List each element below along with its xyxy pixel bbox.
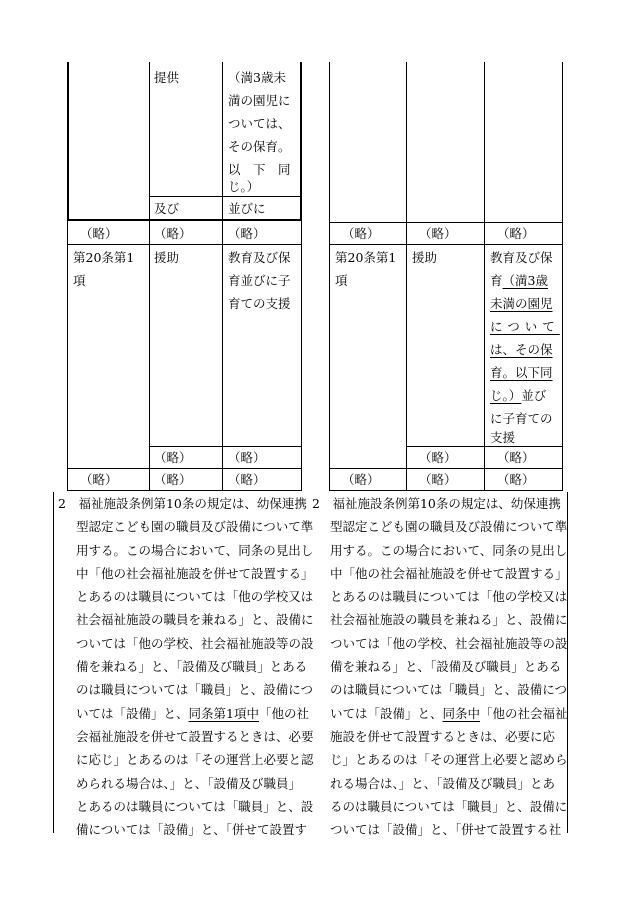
para-line: 2 福祉施設条例第10条の規定は、幼保連携 — [58, 496, 307, 511]
left-ryaku-3a: （略） — [80, 472, 118, 487]
para-segment: 「他の社 — [258, 705, 309, 721]
para-line: 中「他の社会福祉施設を併せて設置する」 — [76, 565, 314, 581]
para-segment: いては「設備」と、 — [76, 705, 189, 721]
cell-segment: 並び — [521, 388, 547, 403]
para-line: のは職員については「職員」と、設備につ — [76, 682, 314, 698]
underlined-text: じ。） — [490, 388, 522, 403]
cell-line: その保育。 — [228, 139, 291, 154]
cell-line-mixed — [490, 384, 546, 408]
para-line: 社会福祉施設の職員を兼ねる」と、設備に — [76, 612, 314, 628]
cell-line: 以 下 同 — [228, 162, 291, 177]
para-line: 会福祉施設を併せて設置するときは、必要 — [76, 728, 314, 744]
cell-line: 教育及び保 — [490, 250, 553, 265]
right-ryaku-3b: （略） — [419, 472, 457, 487]
cell-line: ついては、 — [228, 116, 291, 131]
cell-segment: 育 — [490, 273, 503, 288]
right-ryaku-2b: （略） — [497, 450, 535, 465]
para-line: 用する。この場合において、同条の見出し — [330, 542, 568, 558]
left-ryaku-3c: （略） — [228, 472, 266, 487]
para-line: れる場合は、」と、「設備及び職員」とあ — [330, 775, 556, 791]
left-ryaku-2a: （略） — [154, 450, 192, 465]
cell-line: 満の園児に — [228, 93, 291, 108]
left-art20-line1: 第20条第1 — [73, 250, 135, 265]
para-line: ついては「他の学校、社会福祉施設等の設 — [330, 635, 568, 651]
para-line: 型認定こども園の職員及び設備について準 — [330, 519, 568, 535]
para-line: に応じ」とあるのは「その運営上必要と認 — [76, 752, 314, 768]
para-line: 用する。この場合において、同条の見出し — [76, 542, 314, 558]
para-line: 型認定こども園の職員及び設備について準 — [76, 519, 314, 535]
left-paragraph — [58, 492, 314, 841]
right-ryaku-1c: （略） — [497, 226, 535, 241]
para-line-mixed — [58, 702, 308, 725]
left-col3-line1: 教育及び保 — [228, 250, 291, 265]
left-ryaku-3b: （略） — [154, 472, 192, 487]
para-line: るのは職員については「職員」と、設備に — [330, 798, 568, 814]
right-ryaku-2a: （略） — [419, 450, 457, 465]
cell-line: に子育ての — [490, 411, 553, 426]
left-ryaku-1a: （略） — [80, 226, 118, 241]
cell-line: （満3歳未 — [228, 70, 286, 85]
para-line: 備を兼ねる」と、「設備及び職員」とある — [330, 659, 562, 675]
para-line: じ」とあるのは「その運営上必要と認めら — [330, 752, 568, 768]
left-ryaku-1c: （略） — [228, 226, 266, 241]
right-ryaku-1a: （略） — [342, 226, 380, 241]
underlined-text: （満3歳 — [502, 273, 548, 288]
left-ryaku-1b: （略） — [154, 226, 192, 241]
left-art20-line2: 項 — [73, 273, 86, 288]
right-art20-line2: 項 — [335, 273, 348, 288]
para-line: とあるのは職員については「他の学校又は — [76, 589, 314, 605]
para-segment: いては「設備」と、 — [330, 705, 443, 721]
left-teikyo: 提供 — [154, 70, 180, 85]
para-line: のは職員については「職員」と、設備につ — [330, 682, 568, 698]
para-line: 備を兼ねる」と、「設備及び職員」とある — [76, 659, 308, 675]
para-line-mixed — [312, 702, 566, 725]
left-narabini: 並びに — [228, 201, 266, 216]
right-enjo: 援助 — [412, 250, 438, 265]
left-oyobi: 及び — [154, 201, 180, 216]
cell-line-mixed — [490, 269, 548, 293]
para-line: ついては「設備」と、「併せて設置する社 — [330, 822, 562, 838]
right-ryaku-3a: （略） — [342, 472, 380, 487]
right-art20-line1: 第20条第1 — [335, 250, 397, 265]
left-col3-line3: 育ての支援 — [228, 296, 291, 311]
para-line: とあるのは職員については「他の学校又は — [330, 589, 568, 605]
underlined-text: について — [490, 319, 560, 334]
left-ryaku-2b: （略） — [228, 450, 266, 465]
underlined-text: 同条中 — [442, 705, 481, 721]
cell-line: じ。） — [228, 179, 260, 194]
para-line: められる場合は、」と、「設備及び職員」 — [76, 775, 302, 791]
cell-line: 支援 — [490, 430, 516, 445]
para-line: ついては「他の学校、社会福祉施設等の設 — [76, 635, 314, 651]
para-line: 備については「設備」と、「併せて設置す — [76, 822, 308, 838]
para-line: とあるのは職員については「職員」と、設 — [76, 798, 314, 814]
underlined-text: 同条第1項中 — [188, 705, 259, 721]
left-col3-line2: 育並びに子 — [228, 273, 291, 288]
underlined-text: 未満の園児 — [490, 296, 553, 311]
right-paragraph — [312, 492, 566, 841]
left-enjo: 援助 — [154, 250, 180, 265]
para-line: 中「他の社会福祉施設を併せて設置する」 — [330, 565, 568, 581]
para-line: 社会福祉施設の職員を兼ねる」と、設備に — [330, 612, 568, 628]
right-ryaku-3c: （略） — [497, 472, 535, 487]
para-line: 施設を併せて設置するときは、必要に応 — [330, 728, 556, 744]
underlined-text: は、その保 — [490, 342, 553, 357]
underlined-text: 育。以下同 — [490, 365, 553, 380]
para-segment: 「他の社会福祉 — [480, 705, 568, 721]
para-line: 2 福祉施設条例第10条の規定は、幼保連携 — [312, 496, 561, 511]
right-ryaku-1b: （略） — [419, 226, 457, 241]
